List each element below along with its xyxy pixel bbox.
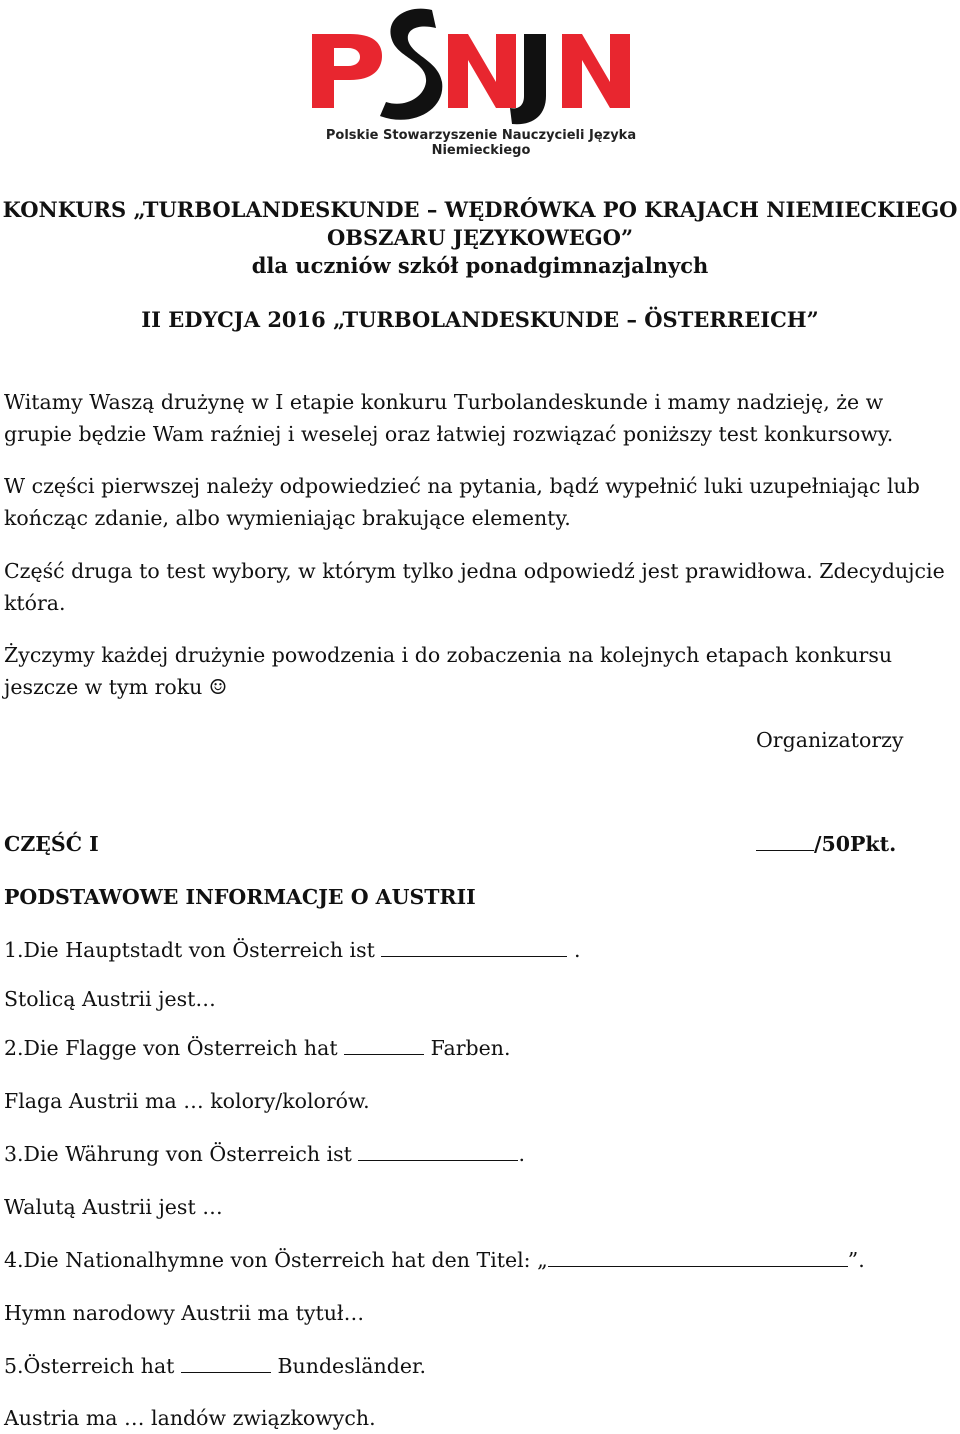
question-1-suffix: . xyxy=(573,938,581,962)
points-blank[interactable] xyxy=(756,849,814,851)
question-2-translation: Flaga Austrii ma … kolory/kolorów. xyxy=(4,1089,370,1113)
question-2 xyxy=(4,1036,510,1060)
contest-title-line-1: KONKURS „TURBOLANDESKUNDE – WĘDRÓWKA PO KRAJACH NIEMIECKIEGO xyxy=(2,197,958,222)
question-4-translation: Hymn narodowy Austrii ma tytuł… xyxy=(4,1301,365,1325)
question-2-suffix: Farben. xyxy=(430,1036,511,1060)
question-5-translation: Austria ma … landów związkowych. xyxy=(4,1406,376,1430)
contest-title-line-2: OBSZARU JĘZYKOWEGO” xyxy=(326,225,634,250)
question-4-answer-blank[interactable] xyxy=(548,1265,848,1267)
question-2-text: 2.Die Flagge von Österreich hat xyxy=(4,1036,338,1060)
question-3 xyxy=(4,1142,525,1166)
section-subtitle: PODSTAWOWE INFORMACJE O AUSTRII xyxy=(4,885,476,909)
question-5-suffix: Bundesländer. xyxy=(277,1354,427,1378)
question-3-suffix: . xyxy=(518,1142,525,1166)
question-3-text: 3.Die Währung von Österreich ist xyxy=(4,1142,352,1166)
psnjn-logo-graphic xyxy=(300,4,662,126)
question-5 xyxy=(4,1354,426,1378)
question-1-translation: Stolicą Austrii jest… xyxy=(4,987,216,1011)
question-4-suffix: ”. xyxy=(847,1248,865,1272)
logo-caption: Polskie Stowarzyszenie Nauczycieli Języka Niemieckiego xyxy=(325,128,637,158)
signature: Organizatorzy xyxy=(756,728,904,752)
intro-paragraph-2: W części pierwszej należy odpowiedzieć na pytania, bądź wypełnić luki uzupełniając lub kończąc zdanie, albo wymieniając brakujące elementy. xyxy=(4,474,920,530)
intro-paragraph-3: Część druga to test wybory, w którym tylko jedna odpowiedź jest prawidłowa. Zdecydujcie która. xyxy=(4,559,945,615)
psnjn-logo xyxy=(300,4,662,158)
question-4 xyxy=(4,1248,865,1272)
edition-title: II EDYCJA 2016 „TURBOLANDESKUNDE – ÖSTERREICH” xyxy=(141,307,819,332)
question-3-translation: Walutą Austrii jest … xyxy=(4,1195,223,1219)
intro-paragraph-1: Witamy Waszą drużynę w I etapie konkuru Turbolandeskunde i mamy nadzieję, że w grupie będzie Wam raźniej i weselej oraz łatwiej rozwiązać poniższy test konkursowy. xyxy=(4,390,894,446)
question-2-answer-blank[interactable] xyxy=(344,1053,424,1055)
points-label: /50Pkt. xyxy=(814,832,897,856)
question-4-text: 4.Die Nationalhymne von Österreich hat den Titel: „ xyxy=(4,1248,548,1272)
question-1 xyxy=(4,938,580,962)
question-3-answer-blank[interactable] xyxy=(358,1159,518,1161)
contest-subtitle: dla uczniów szkół ponadgimnazjalnych xyxy=(251,253,709,278)
intro-paragraph-4: Życzymy każdej drużynie powodzenia i do zobaczenia na kolejnych etapach konkursu jeszcze w tym roku ☺ xyxy=(4,643,893,699)
question-1-answer-blank[interactable] xyxy=(381,955,567,957)
question-1-text: 1.Die Hauptstadt von Österreich ist xyxy=(4,938,375,962)
points-field xyxy=(756,832,896,856)
section-title: CZĘŚĆ I xyxy=(4,832,99,856)
question-5-answer-blank[interactable] xyxy=(181,1371,271,1373)
question-5-text: 5.Österreich hat xyxy=(4,1354,175,1378)
